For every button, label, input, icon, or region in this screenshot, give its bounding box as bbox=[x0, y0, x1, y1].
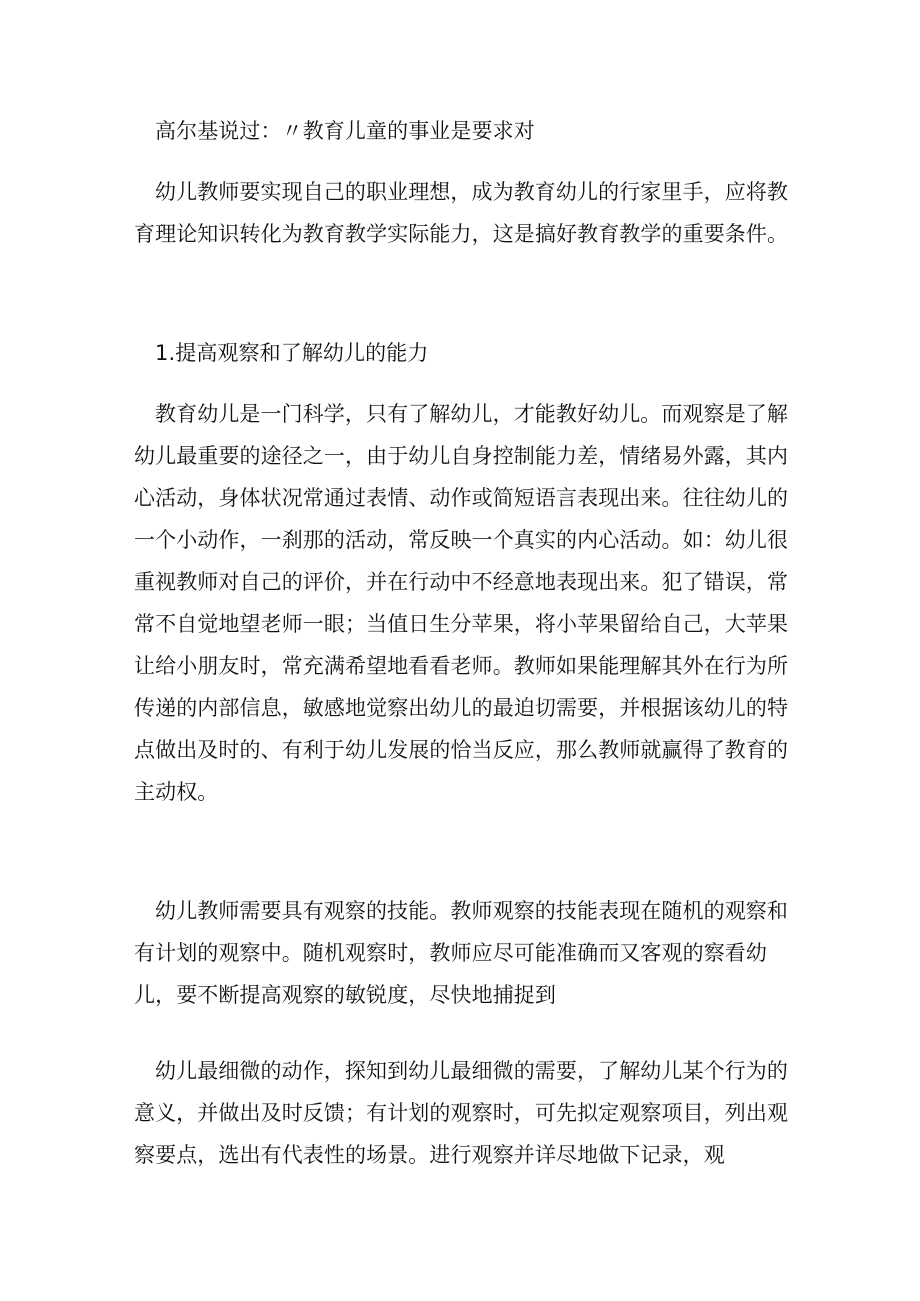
paragraph-observation-skills: 幼儿教师需要具有观察的技能。教师观察的技能表现在随机的观察和有计划的观察中。随机观察时，教师应尽可能准确而又客观的察看幼儿，要不断提高观察的敏锐度，尽快地捕捉到 bbox=[134, 899, 788, 1007]
paragraph-teacher-ideal: 幼儿教师要实现自己的职业理想，成为教育幼儿的行家里手，应将教育理论知识转化为教育教学实际能力，这是搞好教育教学的重要条件。 bbox=[134, 180, 789, 246]
section-heading-observation: 1.提高观察和了解幼儿的能力 bbox=[155, 341, 429, 365]
paragraph-observation-importance: 教育幼儿是一门科学，只有了解幼儿，才能教好幼儿。而观察是了解幼儿最重要的途径之一，由于幼儿自身控制能力差，情绪易外露，其内心活动，身体状况常通过表情、动作或简短语言表现出来。往往幼儿的一个小动作，一刹那的活动，常反映一个真实的内心活动。如：幼儿很重视教师对自己的评价，并在行动中不经意地表现出来。犯了错误，常常不自觉地望老师一眼；当值日生分苹果，将小苹果留给自己，大苹果让给小朋友时，常充满希望地看看老师。教师如果能理解其外在行为所传递的内部信息，敏感地觉察出幼儿的最迫切需要，并根据该幼儿的特点做出及时的、有利于幼儿发展的恰当反应，那么教师就赢得了教育的主动权。 bbox=[134, 402, 789, 804]
paragraph-gorky-quote: 高尔基说过：〃教育儿童的事业是要求对 bbox=[155, 119, 535, 143]
paragraph-planned-observation: 幼儿最细微的动作，探知到幼儿最细微的需要，了解幼儿某个行为的意义，并做出及时反馈；有计划的观察时，可先拟定观察项目，列出观察要点，选出有代表性的场景。进行观察并详尽地做下记录，观 bbox=[134, 1059, 789, 1167]
